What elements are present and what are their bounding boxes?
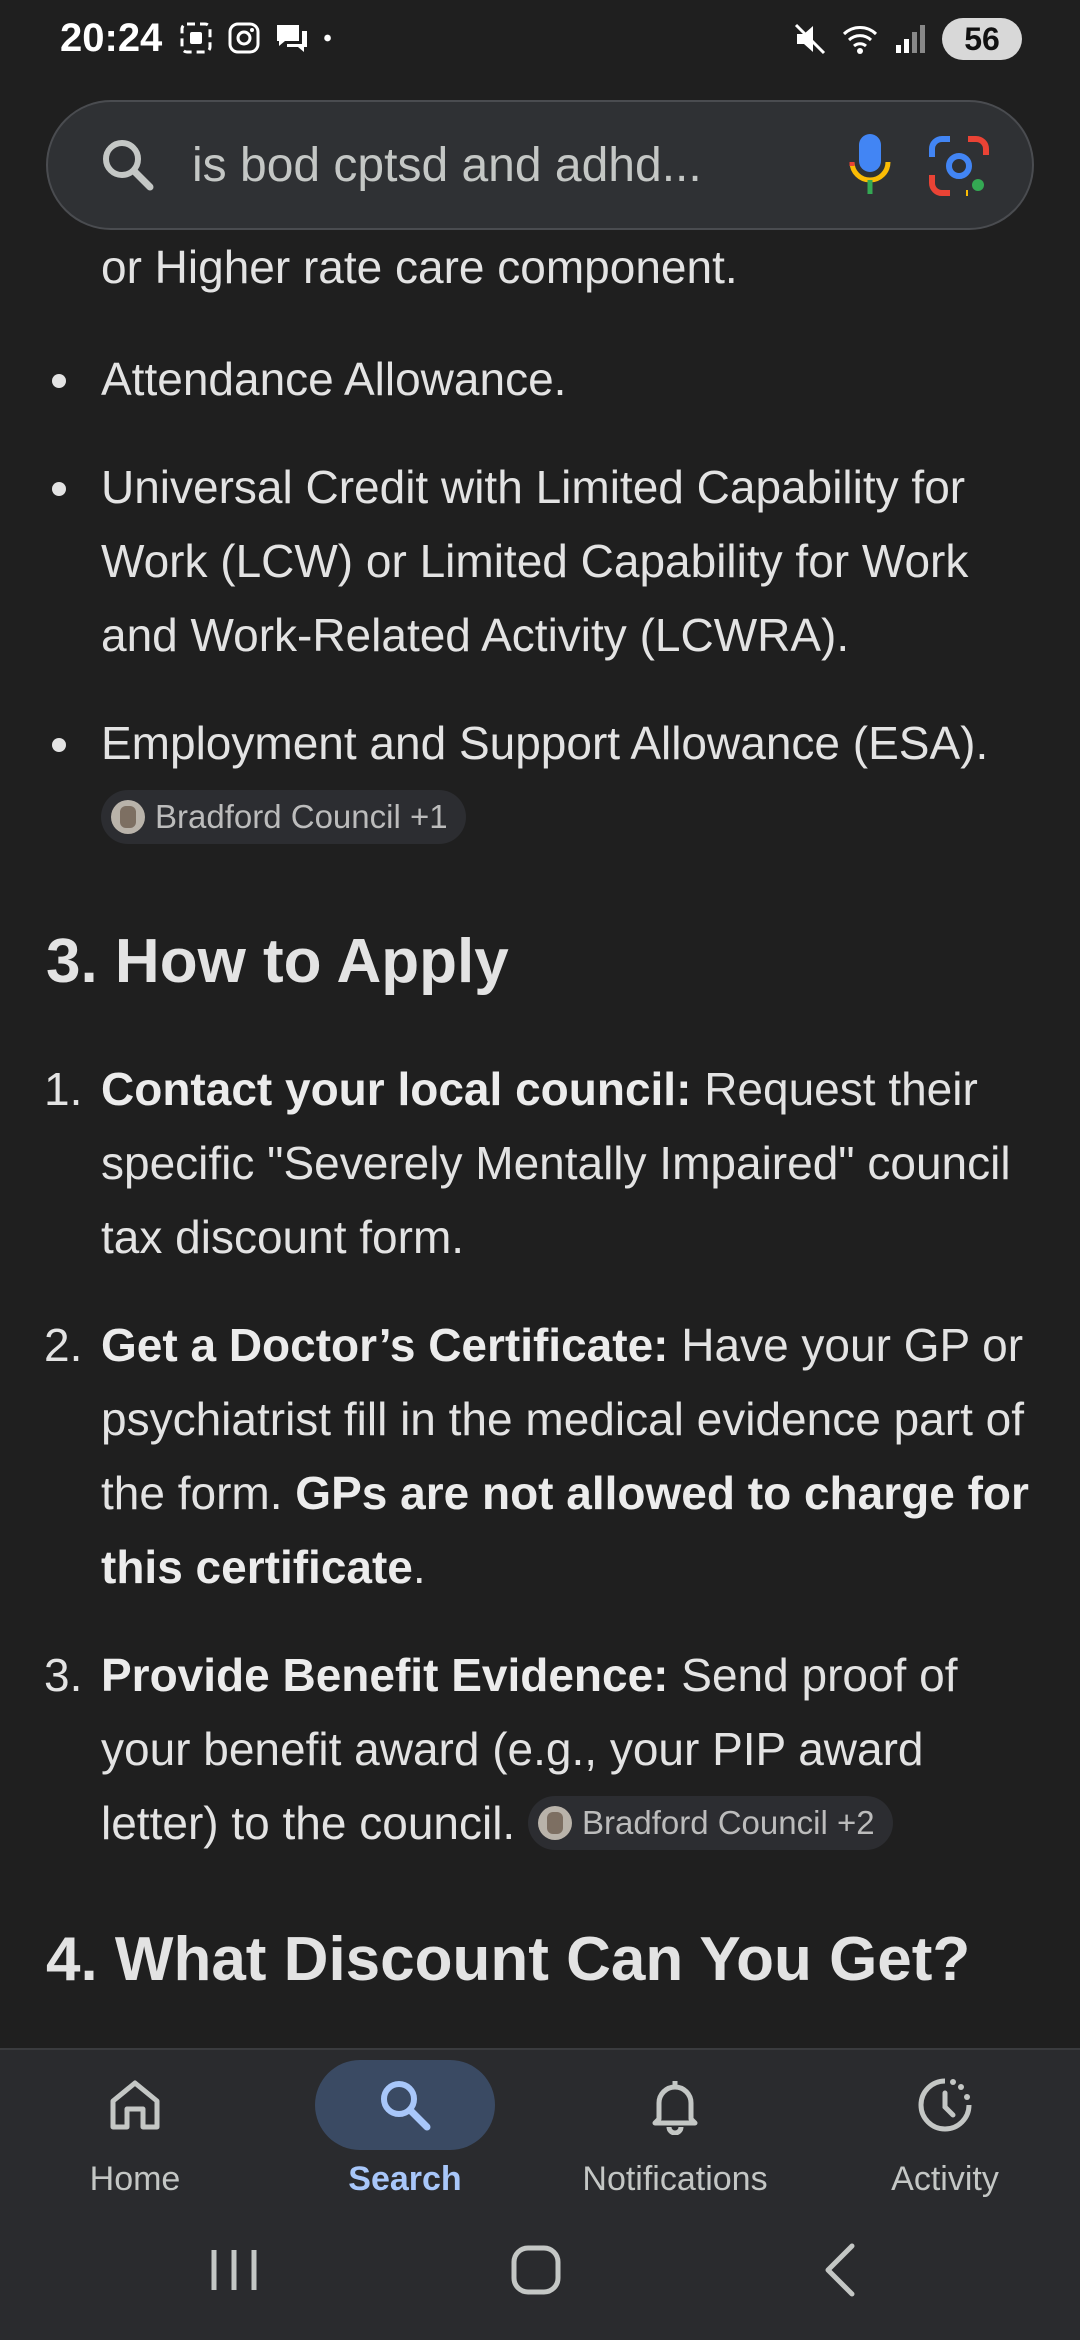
- bullet-dot: [52, 374, 66, 388]
- dot-icon: [322, 20, 342, 56]
- chat-icon: [274, 20, 310, 56]
- microphone-icon[interactable]: [848, 132, 892, 202]
- steps-list: [0, 1052, 1080, 1894]
- source-chip[interactable]: [528, 1796, 893, 1850]
- step-text: Have your GP or psychiatrist fill in the medical evidence part of the form.: [101, 1319, 1024, 1519]
- section-heading: 3. How to Apply: [46, 927, 509, 996]
- step-number: 1.: [44, 1063, 83, 1115]
- activity-icon: [915, 2075, 975, 2135]
- list-item-text: Attendance Allowance.: [101, 353, 567, 405]
- back-icon[interactable]: [810, 2240, 870, 2300]
- lens-icon[interactable]: [928, 135, 990, 197]
- step-title: Provide Benefit Evidence:: [101, 1649, 669, 1701]
- source-avatar-icon: [538, 1806, 572, 1840]
- list-item-text: Employment and Support Allowance (ESA).: [101, 717, 989, 769]
- mute-icon: [792, 21, 828, 57]
- source-chip-label: Bradford Council +2: [581, 1803, 875, 1841]
- list-item: [0, 1052, 1080, 1274]
- list-item: [0, 342, 1080, 416]
- nav-home[interactable]: [0, 2050, 270, 2202]
- ai-overview-content: [0, 230, 1080, 2048]
- list-item: [0, 706, 1080, 854]
- bullet-dot: [52, 738, 66, 752]
- step-text-end: .: [412, 1541, 426, 1593]
- bell-icon: [645, 2075, 705, 2135]
- search-icon: [375, 2075, 435, 2135]
- status-time: 20:24: [60, 16, 163, 60]
- signal-icon: [892, 21, 928, 57]
- status-bar: [0, 0, 1080, 80]
- step-number: 2.: [44, 1319, 83, 1371]
- list-item: [0, 450, 1080, 672]
- recent-apps-icon[interactable]: [206, 2240, 262, 2300]
- partial-line: or Higher rate care component.: [101, 241, 738, 293]
- search-bar[interactable]: [46, 100, 1034, 230]
- benefit-list: [0, 342, 1080, 888]
- home-button-icon[interactable]: [508, 2240, 568, 2300]
- bottom-navigation: [0, 2048, 1080, 2202]
- search-icon: [98, 135, 158, 195]
- source-chip[interactable]: [101, 790, 466, 844]
- battery-indicator: 56: [942, 18, 1022, 60]
- list-item: [0, 1638, 1080, 1860]
- home-icon: [105, 2075, 165, 2135]
- step-text: Request their specific "Severely Mentally Impaired" council tax discount form.: [101, 1063, 1011, 1263]
- screenshot-icon: [178, 20, 214, 56]
- nav-notifications[interactable]: [540, 2050, 810, 2202]
- step-emphasis: GPs are not allowed to charge for this certificate: [101, 1467, 1029, 1593]
- list-item-text: Universal Credit with Limited Capability for Work (LCW) or Limited Capability for Work and Work-Related Activity (LCWRA).: [101, 461, 969, 661]
- nav-label: Home: [89, 2160, 181, 2198]
- source-chip-label: Bradford Council +1: [155, 797, 448, 835]
- bullet-dot: [52, 482, 66, 496]
- step-title: Get a Doctor’s Certificate:: [101, 1319, 669, 1371]
- status-icons-left: [178, 20, 342, 56]
- section-heading: 4. What Discount Can You Get?: [46, 1925, 971, 1994]
- status-icons-right: [792, 18, 1022, 60]
- nav-label: Notifications: [582, 2160, 768, 2198]
- nav-activity[interactable]: [810, 2050, 1080, 2202]
- wifi-icon: [842, 21, 878, 57]
- step-number: 3.: [44, 1649, 83, 1701]
- nav-search[interactable]: [270, 2050, 540, 2202]
- nav-label: Activity: [891, 2160, 999, 2198]
- search-query[interactable]: is bod cptsd and adhd...: [192, 139, 702, 192]
- instagram-icon: [226, 20, 262, 56]
- step-text: Send proof of your benefit award (e.g., your PIP award letter) to the council.: [101, 1649, 958, 1849]
- system-navigation-bar: [0, 2200, 1080, 2340]
- step-title: Contact your local council:: [101, 1063, 692, 1115]
- nav-label: Search: [348, 2160, 462, 2198]
- list-item: [0, 1308, 1080, 1604]
- source-avatar-icon: [111, 800, 145, 834]
